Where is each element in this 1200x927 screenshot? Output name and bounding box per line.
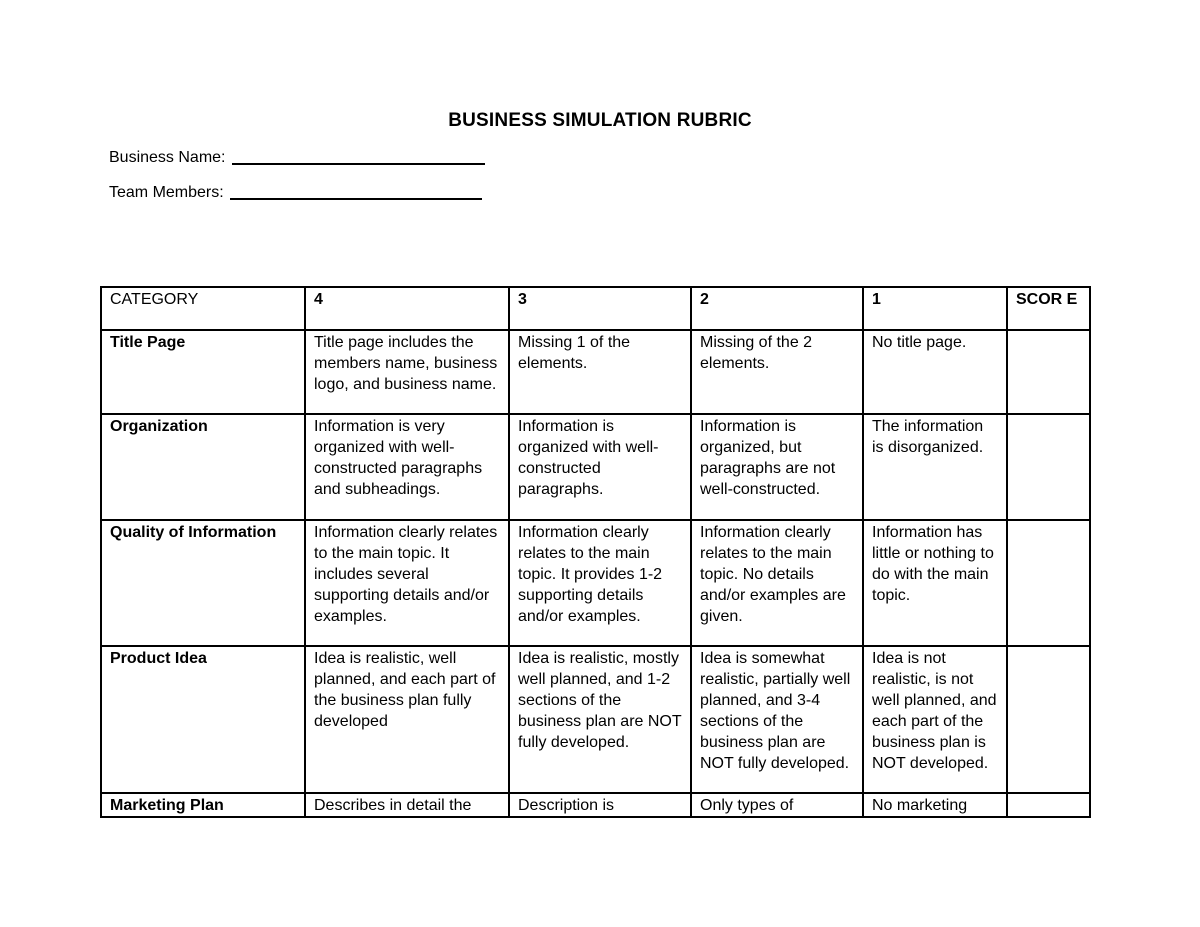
score-cell[interactable] (1007, 793, 1090, 817)
table-header-row (101, 287, 1090, 330)
criteria-cell-2: Information clearly relates to the main topic. No details and/or examples are given. (691, 520, 863, 646)
criteria-cell-4: Describes in detail the (305, 793, 509, 817)
criteria-cell-1: No title page. (863, 330, 1007, 414)
category-cell: Title Page (101, 330, 305, 414)
team-members-field (109, 184, 482, 202)
category-cell: Product Idea (101, 646, 305, 793)
table-row (101, 414, 1090, 520)
business-name-blank-line[interactable] (232, 163, 485, 165)
table-row (101, 520, 1090, 646)
business-name-field (109, 149, 485, 167)
document-title: BUSINESS SIMULATION RUBRIC (448, 110, 752, 131)
criteria-cell-2: Idea is somewhat realistic, partially well planned, and 3-4 sections of the business plan are NOT fully developed. (691, 646, 863, 793)
category-cell: Marketing Plan (101, 793, 305, 817)
header-score-1: 1 (863, 287, 1007, 330)
criteria-cell-3: Missing 1 of the elements. (509, 330, 691, 414)
criteria-cell-1: No marketing (863, 793, 1007, 817)
criteria-cell-3: Information is organized with well-constructed paragraphs. (509, 414, 691, 520)
score-cell[interactable] (1007, 520, 1090, 646)
criteria-cell-2: Missing of the 2 elements. (691, 330, 863, 414)
table-row (101, 330, 1090, 414)
criteria-cell-2: Information is organized, but paragraphs are not well-constructed. (691, 414, 863, 520)
criteria-cell-3: Information clearly relates to the main topic. It provides 1-2 supporting details and/or examples. (509, 520, 691, 646)
criteria-cell-4: Title page includes the members name, business logo, and business name. (305, 330, 509, 414)
criteria-cell-4: Information is very organized with well-constructed paragraphs and subheadings. (305, 414, 509, 520)
table-row (101, 646, 1090, 793)
score-cell[interactable] (1007, 414, 1090, 520)
category-cell: Quality of Information (101, 520, 305, 646)
category-cell: Organization (101, 414, 305, 520)
criteria-cell-1: Idea is not realistic, is not well planned, and each part of the business plan is NOT developed. (863, 646, 1007, 793)
criteria-cell-4: Idea is realistic, well planned, and each part of the business plan fully developed (305, 646, 509, 793)
team-members-blank-line[interactable] (230, 198, 482, 200)
rubric-table (100, 286, 1091, 818)
criteria-cell-4: Information clearly relates to the main topic. It includes several supporting details and/or examples. (305, 520, 509, 646)
table-row (101, 793, 1090, 817)
header-score-4: 4 (305, 287, 509, 330)
criteria-cell-1: The information is disorganized. (863, 414, 1007, 520)
team-members-label: Team Members: (109, 184, 224, 201)
business-name-label: Business Name: (109, 149, 226, 166)
criteria-cell-3: Idea is realistic, mostly well planned, and 1-2 sections of the business plan are NOT fully developed. (509, 646, 691, 793)
header-category: CATEGORY (101, 287, 305, 330)
header-score-2: 2 (691, 287, 863, 330)
score-cell[interactable] (1007, 646, 1090, 793)
header-score-3: 3 (509, 287, 691, 330)
criteria-cell-2: Only types of (691, 793, 863, 817)
criteria-cell-1: Information has little or nothing to do with the main topic. (863, 520, 1007, 646)
criteria-cell-3: Description is (509, 793, 691, 817)
score-cell[interactable] (1007, 330, 1090, 414)
header-score: SCOR E (1007, 287, 1090, 330)
